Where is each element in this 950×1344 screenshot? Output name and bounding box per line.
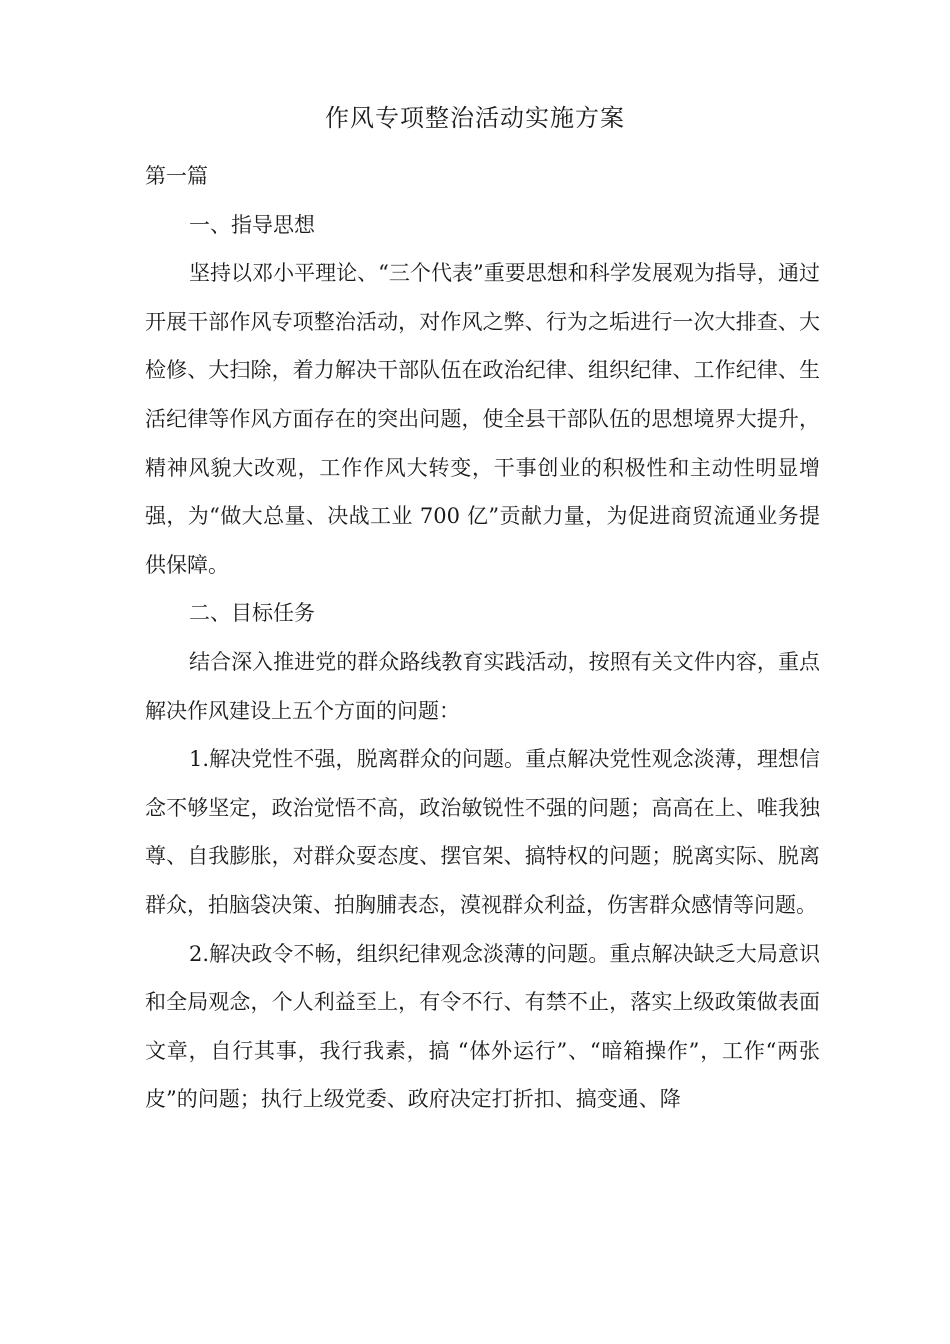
section-heading-goals-tasks: 二、目标任务 [189, 601, 315, 626]
section-heading-guiding-ideology: 一、指导思想 [189, 212, 315, 237]
paragraph-item-1: 1.解决党性不强，脱离群众的问题。重点解决党性观念淡薄，理想信念不够坚定，政治觉悟不高，政治敏锐性不强的问题；高高在上、唯我独尊、自我膨胀，对群众耍态度、摆官架、搞特权的问题；脱离实际、脱离群众，拍脑袋决策、拍胸脯表态，漠视群众利益，伤害群众感情等问题。 [145, 747, 820, 917]
document-title: 作风专项整治活动实施方案 [325, 104, 625, 132]
paragraph-goals-intro: 结合深入推进党的群众路线教育实践活动，按照有关文件内容，重点解决作风建设上五个方面的问题： [145, 649, 820, 723]
part-label: 第一篇 [145, 164, 208, 188]
paragraph-guiding-ideology: 坚持以邓小平理论、“三个代表”重要思想和科学发展观为指导，通过开展干部作风专项整治活动，对作风之弊、行为之垢进行一次大排查、大检修、大扫除，着力解决干部队伍在政治纪律、组织纪律、工作纪律、生活纪律等作风方面存在的突出问题，使全县干部队伍的思想境界大提升，精神风貌大改观，工作作风大转变，干事创业的积极性和主动性明显增强，为“做大总量、决战工业 700 亿”贡献力量，为促进商贸流通业务提供保障。 [145, 261, 820, 577]
paragraph-item-2: 2.解决政令不畅，组织纪律观念淡薄的问题。重点解决缺乏大局意识和全局观念，个人利益至上，有令不行、有禁不止，落实上级政策做表面文章，自行其事，我行我素，搞 “体外运行”、“暗箱操作”，工作“两张皮”的问题；执行上级党委、政府决定打折扣、搞变通、降 [145, 941, 820, 1112]
document-body [145, 152, 820, 1124]
